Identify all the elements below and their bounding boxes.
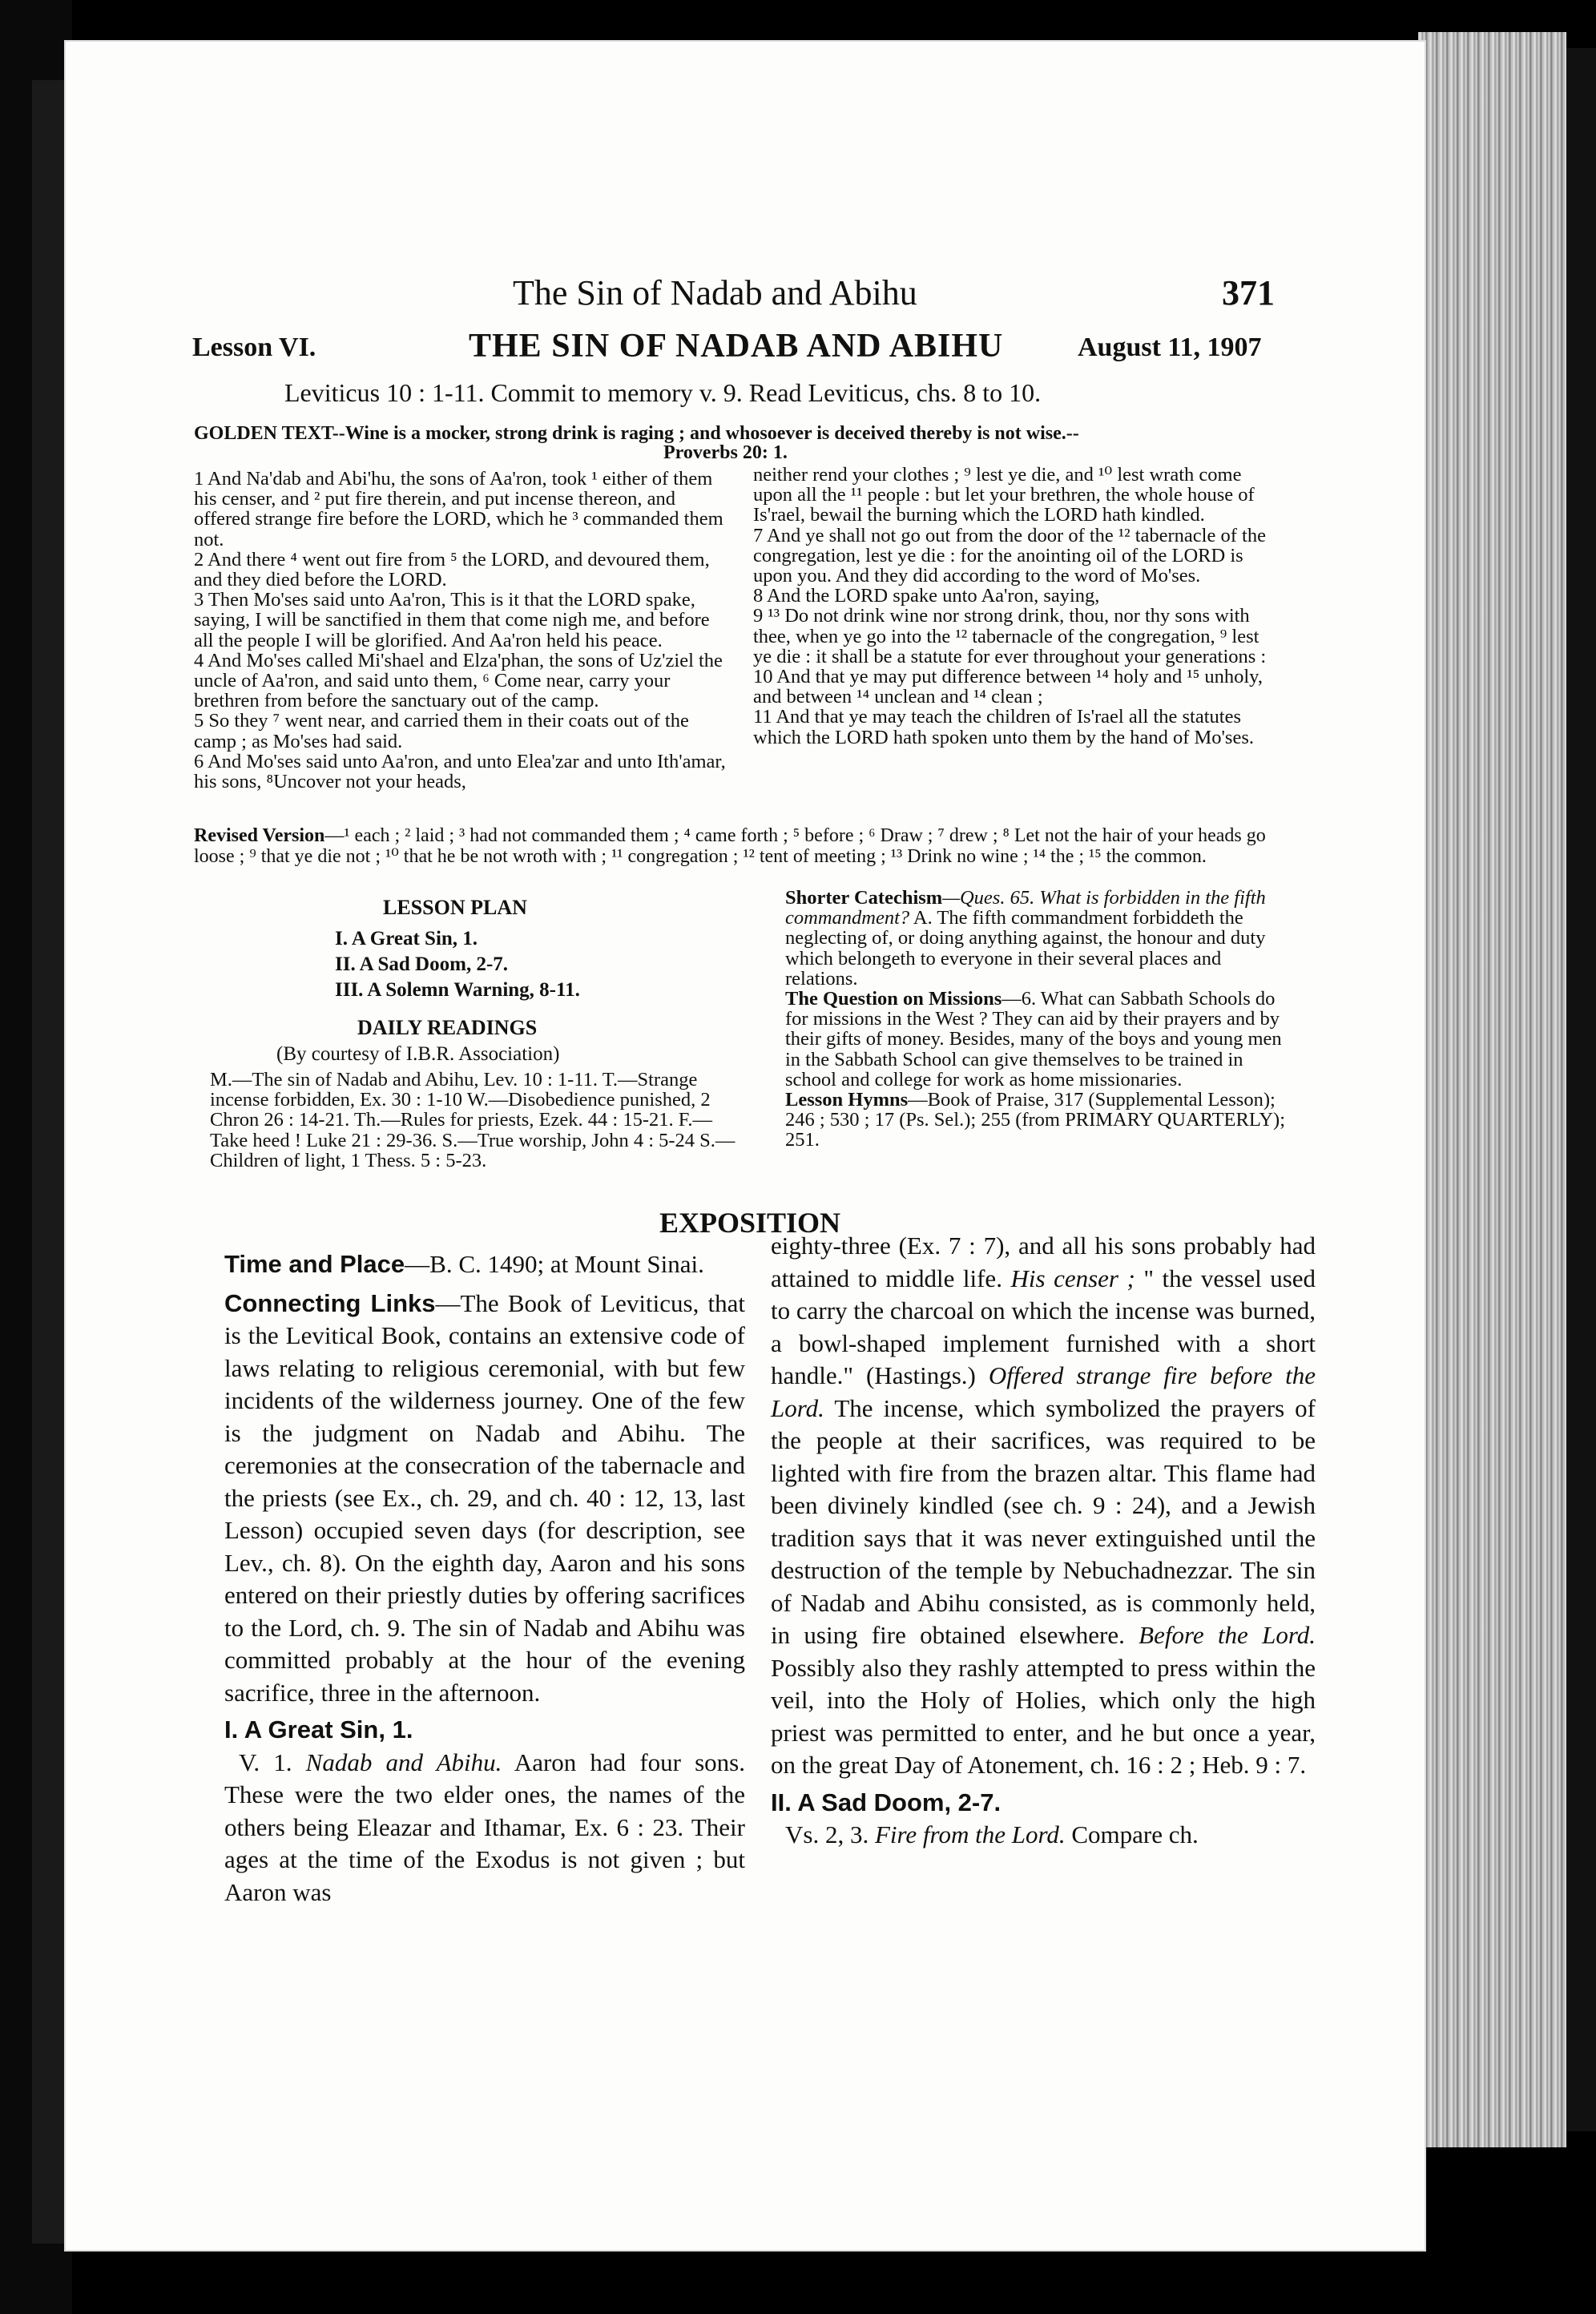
daily-readings-list	[210, 1070, 739, 1171]
missions-label: The Question on Missions	[785, 988, 1002, 1010]
verse-paragraph: 2 And there ⁴ went out fire from ⁵ the LORD, and devoured them, and they died before the LORD.	[194, 548, 710, 591]
verse-ref: V. 1.	[239, 1748, 292, 1776]
verse-paragraph: 4 And Mo'ses called Mi'shael and Elza'phan, the sons of Uz'ziel the uncle of Aa'ron, and said unto them, ⁶ Come near, carry your brethren from before the sanctuary out of the camp.	[194, 649, 723, 712]
catechism-label: Shorter Catechism	[785, 887, 943, 909]
revised-version-text: —¹ each ; ² laid ; ³ had not commanded them ; ⁴ came forth ; ⁵ before ; ⁶ Draw ; ⁷ drew ; ⁸ Let not the hair of your heads go loose ; ⁹ that ye die not ; ¹⁰ that he be not wroth with ; ¹¹ congregation ; ¹² tent of meeting ; ¹³ Drink no wine ; ¹⁴ the ; ¹⁵ the common.	[194, 825, 1266, 867]
verse-paragraph: 1 And Na'dab and Abi'hu, the sons of Aa'ron, took ¹ either of them his censer, and ² put fire therein, and put incense thereon, and offered strange fire before the LORD, which he ³ commanded them not.	[194, 468, 723, 550]
catechism-paragraph	[785, 888, 1290, 989]
missions-text: —6. What can Sabbath Schools do for missions in the West ? They can aid by their prayers and by their gifts of money. Besides, many of the boys and young men in the Sabbath School can give themselves to be trained in school and college for work as home missionaries.	[785, 988, 1282, 1090]
catechism-question: What is forbidden in the fifth commandment?	[785, 887, 1266, 929]
italic-run: Offered strange fire before the Lord.	[771, 1361, 1316, 1422]
catechism-question-number: —Ques. 65.	[942, 887, 1035, 909]
text-run: eighty-three (Ex. 7 : 7), and all his sons probably had attained to middle life.	[771, 1232, 1316, 1292]
right-column-paragraph	[771, 1230, 1316, 1782]
time-place-paragraph	[224, 1248, 745, 1281]
verse-paragraph: 6 And Mo'ses said unto Aa'ron, and unto Elea'zar and unto Ith'amar, his sons, ⁸Uncover not your heads,	[194, 750, 726, 793]
lesson-plan-item: II. A Sad Doom, 2-7.	[335, 953, 509, 975]
daily-readings-heading: DAILY READINGS	[357, 1016, 538, 1039]
scripture-text-left	[194, 469, 727, 792]
connecting-links-paragraph	[224, 1288, 745, 1710]
lesson-title: THE SIN OF NADAB AND ABIHU	[469, 328, 1004, 365]
text-run: Possibly also they rashly attempted to press within the veil, into the Holy of Holies, which only the high priest was permitted to enter, and he but once a year, on the great Day of Atonement, ch. 16 : 2 ; Heb. 9 : 7.	[771, 1653, 1316, 1779]
page-number: 371	[1222, 273, 1275, 312]
section-1-paragraph	[224, 1747, 745, 1909]
catechism-block	[785, 888, 1290, 1151]
hymns-label: Lesson Hymns	[785, 1089, 909, 1111]
exposition-right-column	[771, 1230, 1316, 1852]
revised-version-label: Revised Version	[194, 825, 325, 846]
verse-italic: Nadab and Abihu.	[305, 1748, 502, 1776]
connecting-links-label: Connecting Links	[224, 1288, 436, 1317]
section-2-text: Compare ch.	[1071, 1820, 1199, 1848]
scripture-reference: Leviticus 10 : 1-11. Commit to memory v. 9. Read Leviticus, chs. 8 to 10.	[284, 378, 1042, 407]
lesson-plan-item: III. A Solemn Warning, 8-11.	[335, 979, 580, 1001]
exposition-left-column	[224, 1248, 745, 1909]
lesson-plan-heading: LESSON PLAN	[383, 896, 527, 919]
section-heading-1: I. A Great Sin, 1.	[224, 1715, 413, 1744]
exposition-heading: EXPOSITION	[659, 1207, 841, 1239]
scripture-text-right	[753, 465, 1282, 748]
lesson-number: Lesson VI.	[192, 333, 316, 362]
lesson-date: August 11, 1907	[1078, 333, 1262, 362]
running-head: The Sin of Nadab and Abihu	[513, 273, 917, 312]
italic-run: His censer ;	[1010, 1264, 1135, 1292]
hymns-paragraph	[785, 1090, 1290, 1151]
verse-ref: Vs. 2, 3.	[785, 1820, 869, 1848]
catechism-answer: A. The fifth commandment forbiddeth the neglecting of, or doing anything against, the honour and duty which belongeth to everyone in their several places and relations.	[785, 907, 1266, 990]
verse-paragraph: 3 Then Mo'ses said unto Aa'ron, This is it that the LORD spake, saying, I will be sanctified in them that come nigh me, and before all the people I will be glorified. And Aa'ron held his peace.	[194, 589, 710, 651]
verse-paragraph: neither rend your clothes ; ⁹ lest ye die, and ¹⁰ lest wrath come upon all the ¹¹ people : but let your brethren, the whole house of Is'rael, bewail the burning which the LORD hath kindled.	[753, 464, 1255, 526]
verse-paragraph: 8 And the LORD spake unto Aa'ron, saying,	[753, 585, 1100, 607]
hymns-text: —Book of Praise, 317 (Supplemental Lesson); 246 ; 530 ; 17 (Ps. Sel.); 255 (from PRIMARY QUARTERLY); 251.	[785, 1089, 1286, 1151]
golden-text-reference: Proverbs 20: 1.	[663, 442, 788, 463]
page-fore-edge-dark	[1566, 48, 1596, 2131]
daily-readings-text: M.—The sin of Nadab and Abihu, Lev. 10 : 1-11. T.—Strange incense forbidden, Ex. 30 : 1-10 W.—Disobedience punished, 2 Chron 26 : 14-21. Th.—Rules for priests, Ezek. 44 : 15-21. F.—Take heed ! Luke 21 : 29-36. S.—True worship, John 4 : 5-24 S.—Children of light, 1 Thess. 5 : 5-23.	[210, 1069, 736, 1171]
connecting-links-text: —The Book of Leviticus, that is the Levitical Book, contains an extensive code of laws relating to religious ceremonial, with but few incidents of the wilderness journey. One of the few is the judgment on Nadab and Abihu. The ceremonies at the consecration of the tabernacle and the priests (see Ex., ch. 29, and ch. 40 : 12, 13, last Lesson) occupied seven days (for description, see Lev., ch. 8). On the eighth day, Aaron and his sons entered on their priestly duties by offering sacrifices to the Lord, ch. 9. The sin of Nadab and Abihu was committed probably at the hour of the evening sacrifice, three in the afternoon.	[224, 1288, 745, 1707]
section-2-paragraph	[771, 1819, 1316, 1852]
lesson-plan-item: I. A Great Sin, 1.	[335, 928, 478, 949]
text-run: " the vessel used to carry the charcoal on which the incense was burned, a bowl-shaped implement furnished with a short handle." (Hastings.)	[771, 1264, 1316, 1389]
text-run: The incense, which symbolized the prayers of the people at their sacrifices, was required to be lighted with fire from the brazen altar. This flame had been divinely kindled (see ch. 9 : 24), and a Jewish tradition says that it was never extinguished until the destruction of the temple by Nebuchadnezzar. The sin of Nadab and Abihu consisted, as is commonly held, in using fire obtained elsewhere.	[771, 1393, 1316, 1649]
missions-paragraph	[785, 989, 1290, 1090]
verse-paragraph: 10 And that ye may put difference between ¹⁴ holy and ¹⁵ unholy, and between ¹⁴ unclean and ¹⁴ clean ;	[753, 666, 1263, 708]
verse-italic: Fire from the Lord.	[874, 1820, 1066, 1848]
time-place-text: —B. C. 1490; at Mount Sinai.	[405, 1250, 704, 1278]
verse-paragraph: 7 And ye shall not go out from the door of the ¹² tabernacle of the congregation, lest ye die : for the anointing oil of the LORD is upon you. And they did according to the word of Mo'ses.	[753, 524, 1266, 587]
page-fore-edge	[1418, 32, 1566, 2147]
section-heading-2: II. A Sad Doom, 2-7.	[771, 1788, 1002, 1816]
verse-paragraph: 11 And that ye may teach the children of Is'rael all the statutes which the LORD hath spoken unto them by the hand of Mo'ses.	[753, 706, 1254, 748]
verse-paragraph: 9 ¹³ Do not drink wine nor strong drink, thou, nor thy sons with thee, when ye go into the ¹² tabernacle of the congregation, ⁹ lest ye die : it shall be a statute for ever throughout your generations :	[753, 605, 1267, 667]
daily-readings-courtesy: (By courtesy of I.B.R. Association)	[276, 1043, 560, 1065]
time-place-label: Time and Place	[224, 1250, 405, 1278]
verse-paragraph: 5 So they ⁷ went near, and carried them in their coats out of the camp ; as Mo'ses had said.	[194, 710, 689, 752]
section-1-text: Aaron had four sons. These were the two elder ones, the names of the others being Eleazar and Ithamar, Ex. 6 : 23. Their ages at the time of the Exodus is not given ; but Aaron was	[224, 1748, 745, 1906]
revised-version-notes	[194, 825, 1284, 867]
italic-run: Before the Lord.	[1139, 1621, 1316, 1649]
golden-text: GOLDEN TEXT--Wine is a mocker, strong drink is raging ; and whosoever is deceived thereby is not wise.--	[194, 423, 1079, 444]
